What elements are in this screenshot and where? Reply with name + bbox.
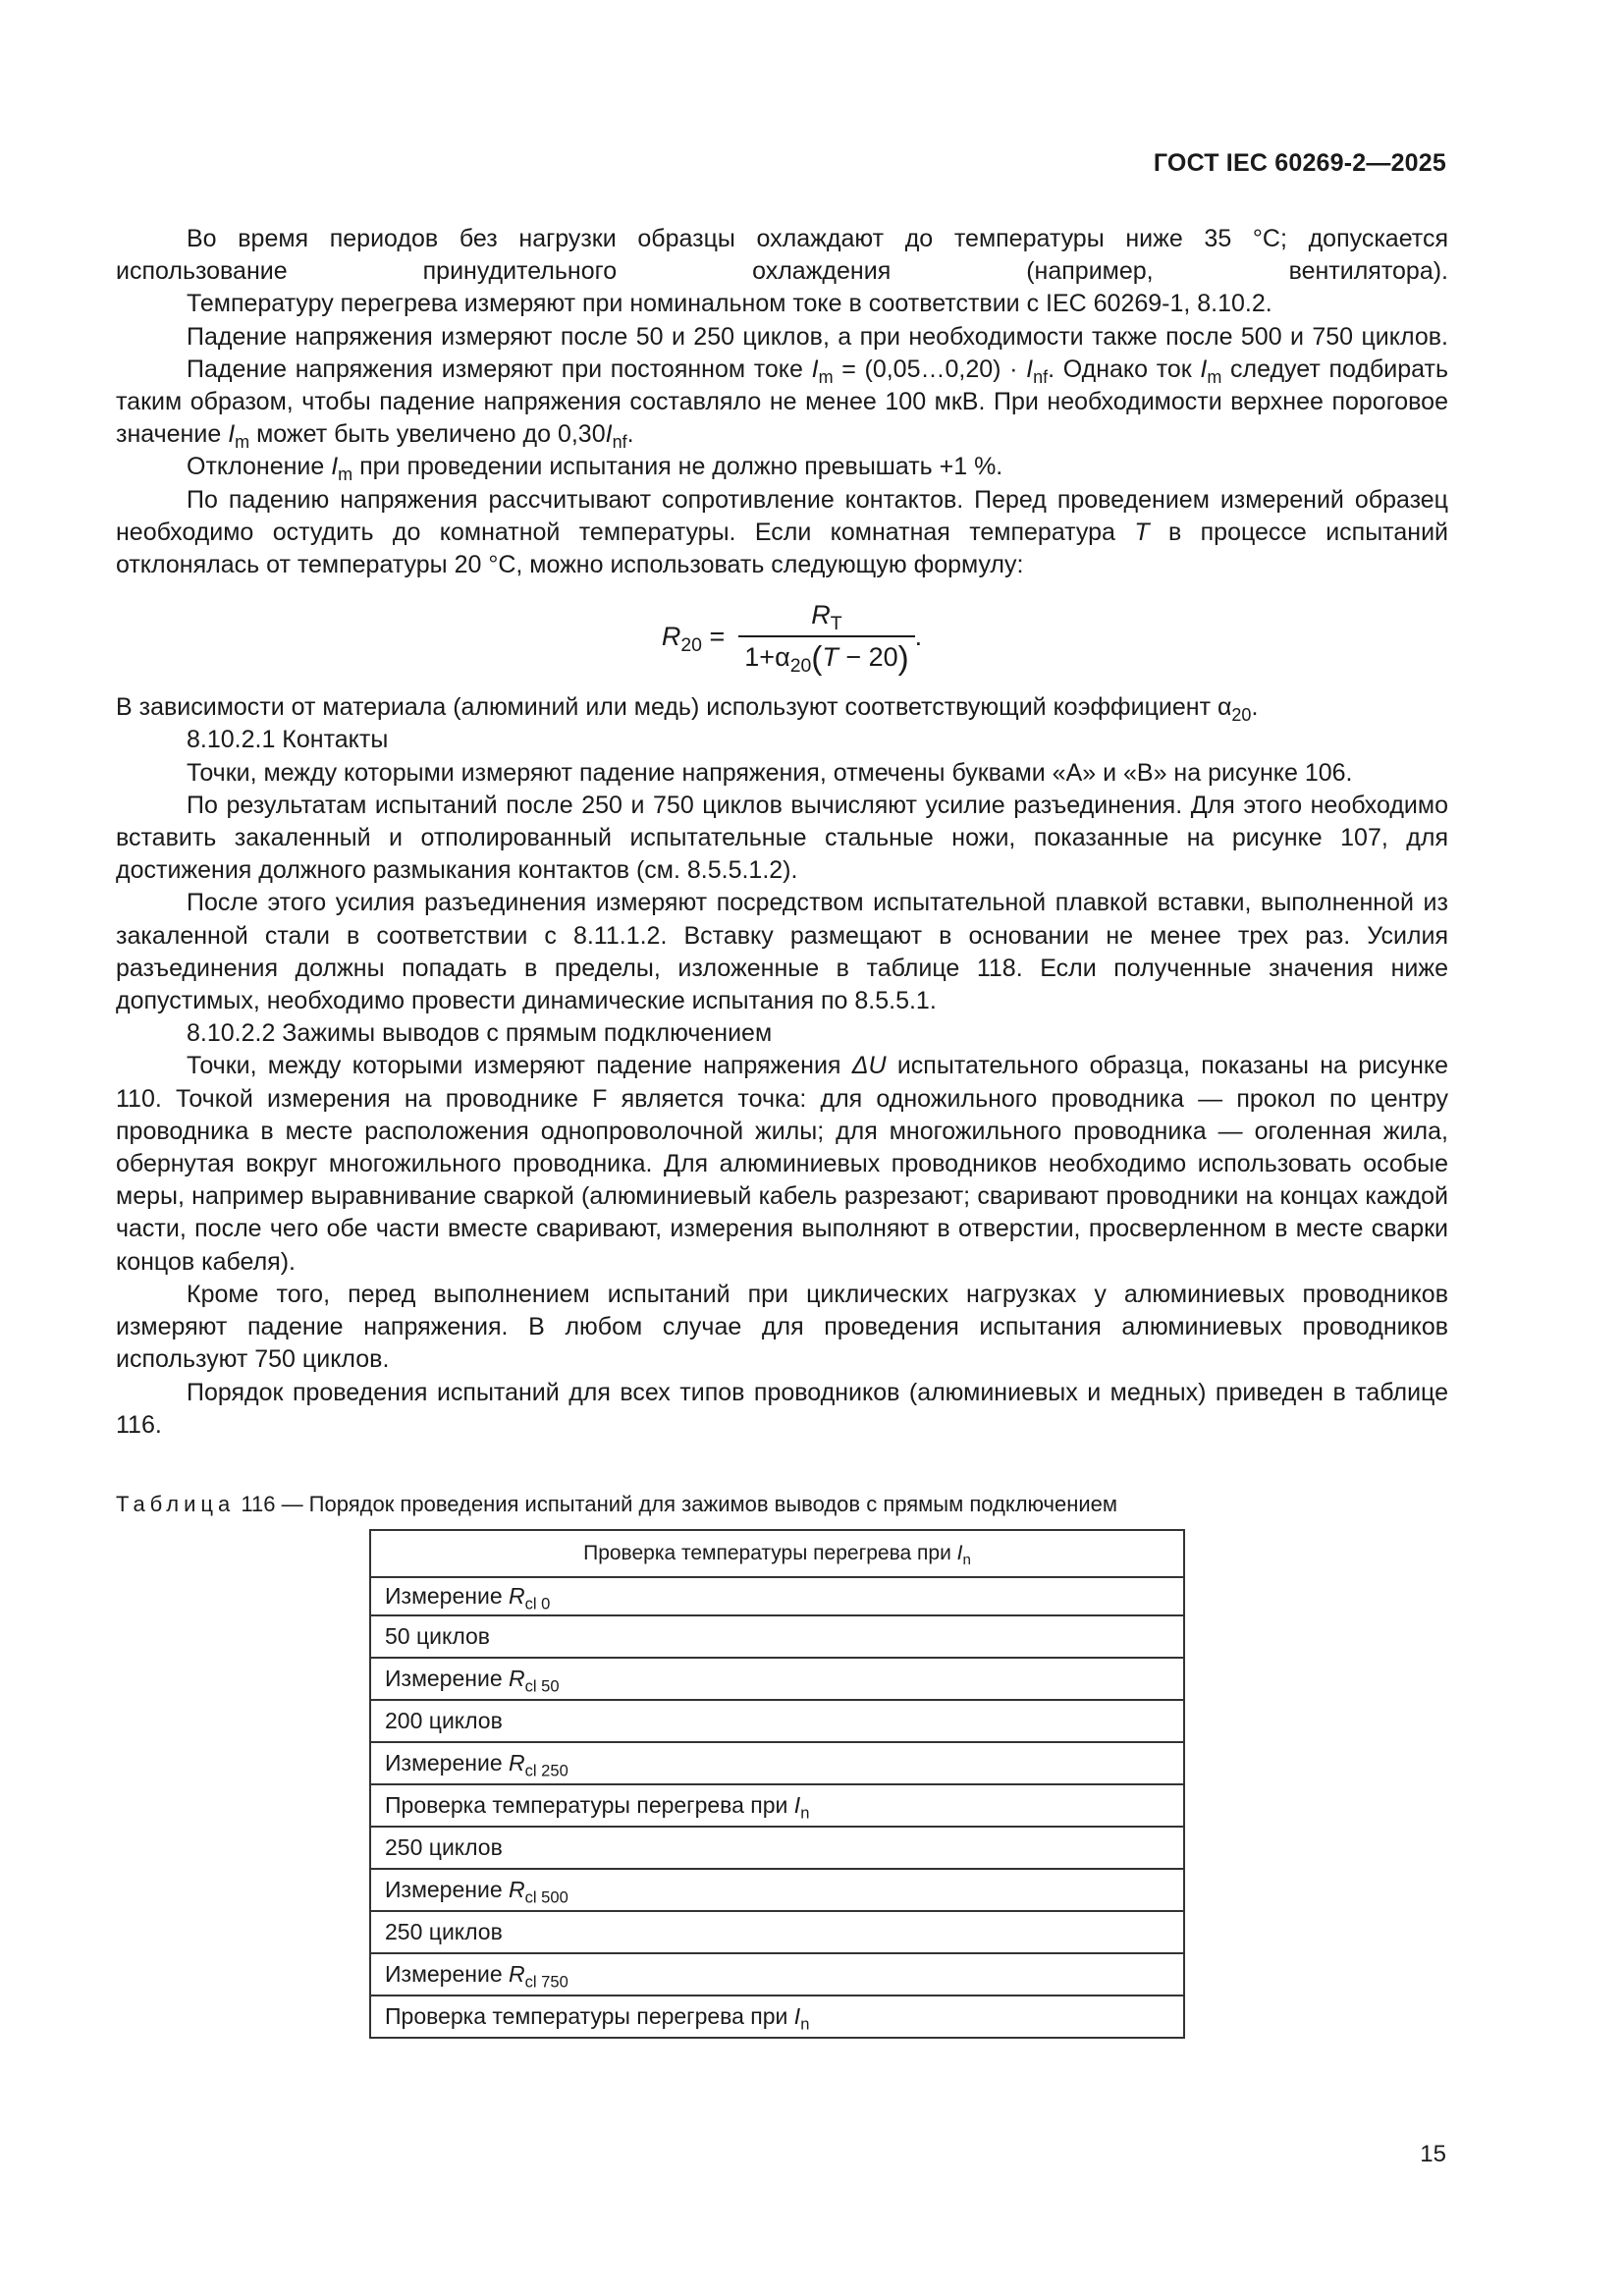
variable: I — [811, 355, 819, 383]
test-sequence-table — [369, 1529, 1185, 2039]
cell-text: 250 циклов — [385, 1919, 503, 1944]
cell-text: Проверка температуры перегрева при — [583, 1542, 957, 1564]
table-row — [370, 1911, 1184, 1953]
subscript: n — [800, 2014, 810, 2034]
subscript: nf — [612, 431, 627, 452]
subscript: cl 750 — [524, 1972, 568, 1992]
equals-sign: = — [709, 621, 726, 651]
paragraph — [116, 223, 1448, 288]
cell-text: 50 циклов — [385, 1623, 491, 1649]
table-body — [370, 1577, 1184, 2038]
table-row — [370, 1742, 1184, 1784]
cell-text: Измерение — [385, 1666, 509, 1691]
table-row — [370, 1577, 1184, 1615]
table-cell — [370, 1742, 1184, 1784]
variable: R — [509, 1961, 525, 1987]
subscript: cl 0 — [524, 1594, 551, 1613]
table-row — [370, 1869, 1184, 1911]
section-heading: 8.10.2.2 Зажимы выводов с прямым подключением — [187, 1019, 773, 1048]
document-header: ГОСТ IEC 60269-2—2025 — [1153, 149, 1446, 177]
subscript: m — [235, 431, 250, 452]
document-body — [116, 223, 1448, 1442]
table-cell — [370, 1827, 1184, 1869]
left-paren: ( — [811, 639, 823, 677]
paragraph: Падение напряжения измеряют после 50 и 250 циклов, а при необходимости также после 500 и 750 циклов. — [187, 322, 1448, 351]
cell-text: Проверка температуры перегрева при — [385, 1792, 794, 1818]
variable: I — [793, 1792, 801, 1818]
resistance-formula — [116, 581, 1448, 691]
paragraph: Кроме того, перед выполнением испытаний при циклических нагрузках у алюминиевых проводников измеряют падение напряжения. В любом случае для проведения испытания алюминиевых проводников используют 750 циклов. — [116, 1280, 1448, 1374]
subscript: n — [962, 1551, 971, 1568]
page-number: 15 — [1420, 2141, 1446, 2167]
text-run: в процессе испытаний отклонялась от температуры 20 °С, можно использовать следующую формулу: — [116, 518, 1448, 579]
cell-text: Проверка температуры перегрева при — [385, 2003, 794, 2029]
paragraph — [116, 451, 1448, 483]
subscript: nf — [1033, 366, 1049, 387]
subscript: cl 500 — [524, 1887, 568, 1907]
formula-fraction — [738, 599, 914, 678]
text-run: Отклонение — [187, 453, 332, 481]
cell-text: Измерение — [385, 1583, 509, 1609]
subscript: m — [818, 366, 834, 387]
paragraph — [116, 484, 1448, 582]
variable: R — [509, 1583, 525, 1609]
fraction-denominator — [738, 635, 914, 678]
table-header-cell — [370, 1530, 1184, 1577]
variable: I — [793, 2003, 801, 2029]
text-run: Точки, между которыми измеряют падение напряжения — [187, 1052, 852, 1080]
text-run: = (0,05…0,20) · — [833, 355, 1027, 383]
cell-text: Измерение — [385, 1877, 509, 1902]
variable: R — [811, 600, 831, 630]
text-run: − 20 — [838, 642, 898, 673]
table-row — [370, 1784, 1184, 1827]
cell-text: 200 циклов — [385, 1708, 503, 1733]
table-cell — [370, 1953, 1184, 1995]
table-cell — [370, 1911, 1184, 1953]
subscript: m — [338, 465, 353, 485]
subscript: m — [1207, 366, 1222, 387]
text-run: . Однако ток — [1048, 355, 1201, 383]
text-run: 1+ — [744, 642, 776, 673]
variable: R — [509, 1877, 525, 1902]
paragraph: После этого усилия разъединения измеряют посредством испытательной плавкой вставки, выполненной из закаленной стали в соответствии с 8.11.1.2. Вставку размещают в основании не менее трех раз. Усилия разъединения должны попадать в пределы, изложенные в таблице 118. Если полученные значения ниже допустимых, необходимо провести динамические испытания по 8.5.5.1. — [116, 889, 1448, 1015]
paragraph: Точки, между которыми измеряют падение напряжения, отмечены буквами «A» и «B» на рисунке 106. — [187, 758, 1353, 787]
table-cell — [370, 1658, 1184, 1700]
cell-text: 250 циклов — [385, 1834, 503, 1860]
variable: I — [605, 420, 613, 449]
table-caption — [116, 1492, 1117, 1517]
paragraph: По результатам испытаний после 250 и 750 циклов вычисляют усилие разъединения. Для этого необходимо вставить закаленный и отполированный испытательные стальные ножи, показанные на рисунке 107, для достижения должного размыкания контактов (см. 8.5.5.1.2). — [116, 791, 1448, 885]
variable: T — [822, 642, 839, 673]
text-run: Падение напряжения измеряют при постоянном токе — [187, 355, 812, 383]
variable: I — [1026, 355, 1034, 383]
table-row — [370, 1658, 1184, 1700]
table-row — [370, 1995, 1184, 2038]
table-cell — [370, 1995, 1184, 2038]
variable: R — [509, 1666, 525, 1691]
subscript: 20 — [789, 655, 812, 678]
cell-text: Измерение — [385, 1961, 509, 1987]
paragraph — [116, 691, 1448, 724]
text-run: испытательного образца, показаны на рисунке 110. Точкой измерения на проводнике F является точка: для одножильного проводника — прокол по центру проводника в месте расположения однопроволочной жилы; для многожильного проводника — оголенная жила, обернутая вокруг многожильного проводника. Для алюминиевых проводников необходимо использовать особые меры, например выравнивание сваркой (алюминиевый кабель разрезают; сваривают проводники на концах каждой части, после чего обе части вместе сваривают, измерения выполняют в отверстии, просверленном в месте сварки концов кабеля). — [116, 1052, 1449, 1276]
subscript: cl 250 — [524, 1761, 568, 1780]
table-cell — [370, 1869, 1184, 1911]
table-cell — [370, 1577, 1184, 1615]
paragraph: Порядок проведения испытаний для всех типов проводников (алюминиевых и медных) приведен в таблице 116. — [116, 1378, 1448, 1439]
paragraph: Температуру перегрева измеряют при номинальном токе в соответствии с IEC 60269-1, 8.10.2. — [187, 290, 1272, 318]
table-cell — [370, 1784, 1184, 1827]
variable: T — [1134, 518, 1150, 546]
subscript: n — [800, 1803, 810, 1823]
text-run: По падению напряжения рассчитывают сопротивление контактов. Перед проведением измерений образец необходимо остудить до комнатной температуры. Если комнатная температура — [116, 485, 1448, 546]
caption-label: Таблица — [116, 1492, 236, 1516]
subscript: T — [830, 613, 842, 635]
right-paren: ) — [897, 639, 909, 677]
text-run: . — [1251, 693, 1259, 722]
variable: ΔU — [851, 1052, 887, 1080]
caption-text: 116 — Порядок проведения испытаний для зажимов выводов с прямым подключением — [235, 1492, 1118, 1516]
paragraph-text: Во время периодов без нагрузки образцы охлаждают до температуры ниже 35 °С; допускается использование принудительного охлаждения (например, вентилятора). — [116, 225, 1448, 286]
text-run: следует подбирать таким образом, чтобы падение напряжения составляло не менее 100 мкВ. При необходимости верхнее пороговое значение — [116, 355, 1448, 449]
fraction-numerator — [803, 599, 849, 635]
variable: I — [228, 420, 236, 449]
text-run: может быть увеличено до 0,30 — [249, 420, 606, 449]
subscript: cl 50 — [524, 1676, 560, 1696]
table-cell — [370, 1615, 1184, 1658]
cell-text: Измерение — [385, 1750, 509, 1776]
table-row — [370, 1827, 1184, 1869]
paragraph — [116, 1050, 1448, 1278]
text-run: при проведении испытания не должно превышать +1 %. — [352, 453, 1003, 481]
paragraph — [116, 354, 1448, 452]
subscript: 20 — [680, 633, 702, 656]
table-row — [370, 1953, 1184, 1995]
table-row — [370, 1700, 1184, 1742]
variable: I — [331, 453, 339, 481]
variable: R — [661, 621, 681, 651]
formula-period: . — [914, 621, 923, 651]
text-run: . — [626, 420, 634, 449]
table-header-row — [370, 1530, 1184, 1577]
formula-lhs — [661, 621, 726, 656]
table-cell — [370, 1700, 1184, 1742]
variable: I — [1200, 355, 1208, 383]
text-run: В зависимости от материала (алюминий или медь) используют соответствующий коэффициент α — [116, 693, 1232, 722]
table-row — [370, 1615, 1184, 1658]
section-heading: 8.10.2.1 Контакты — [187, 726, 389, 754]
alpha-symbol: α — [775, 642, 790, 673]
subscript: 20 — [1231, 704, 1252, 725]
variable: R — [509, 1750, 525, 1776]
variable: I — [956, 1542, 963, 1564]
